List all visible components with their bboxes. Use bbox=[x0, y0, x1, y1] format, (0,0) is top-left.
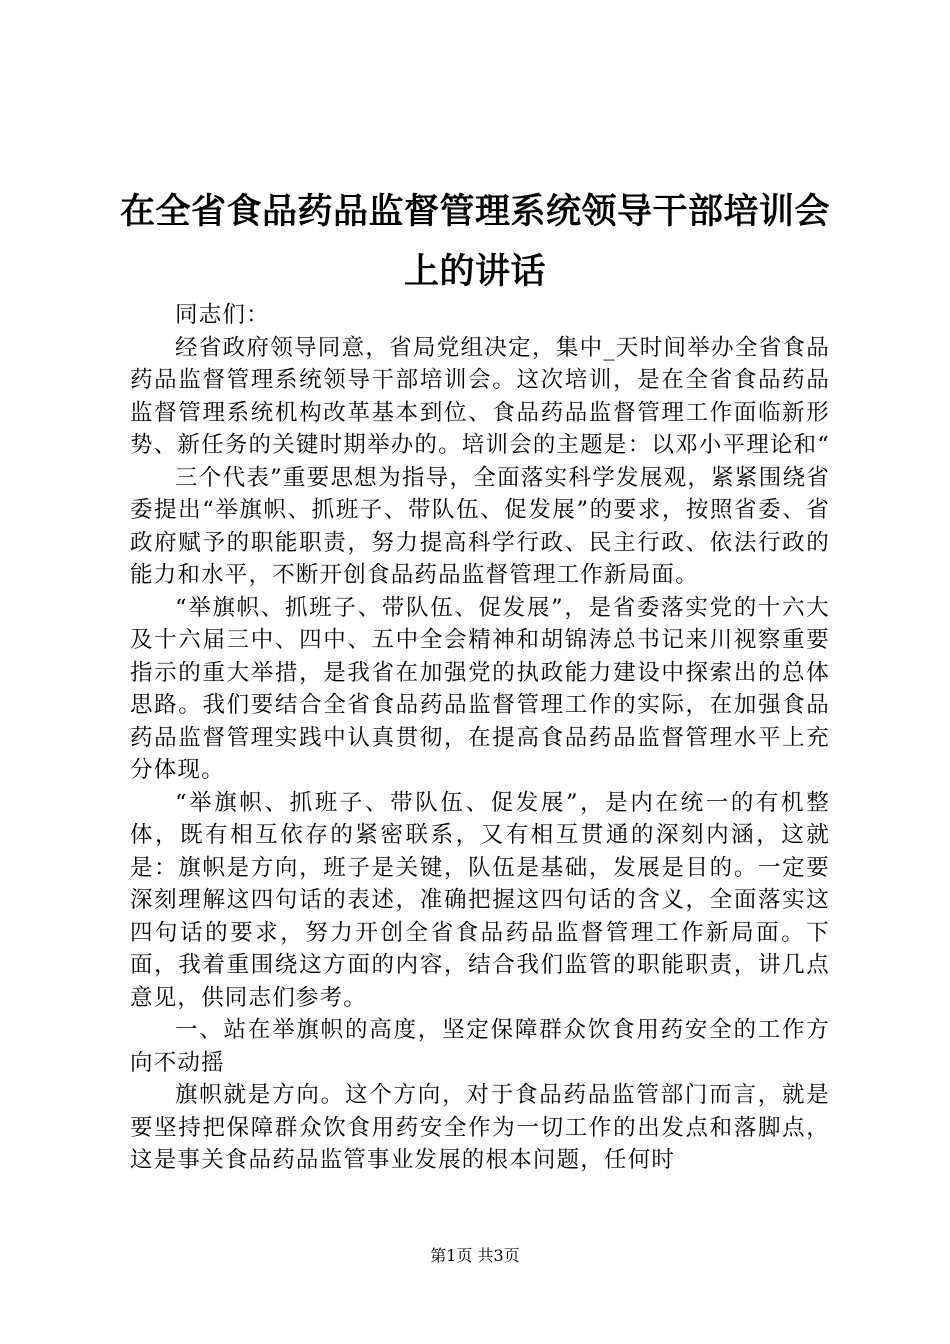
page-footer: 第1页 共3页 bbox=[430, 1246, 520, 1265]
body-paragraph: 旗帜就是方向。这个方向，对于食品药品监管部门而言，就是要坚持把保障群众饮食用药安全作为一切工作的出发点和落脚点，这是事关食品药品监管事业发展的根本问题，任何时 bbox=[130, 1082, 830, 1173]
document-title: 在全省食品药品监督管理系统领导干部培训会上的讲话 bbox=[120, 192, 831, 292]
document-body bbox=[130, 299, 830, 1177]
salutation-paragraph: 同志们： bbox=[175, 302, 270, 328]
body-paragraph: 三个代表”重要思想为指导，全面落实科学发展观，紧紧围绕省委提出“举旗帜、抓班子、带队伍、促发展”的要求，按照省委、省政府赋予的职能职责，努力提高科学行政、民主行政、依法行政的能力和水平，不断开创食品药品监督管理工作新局面。 bbox=[130, 464, 830, 588]
section-heading: 一、站在举旗帜的高度，坚定保障群众饮食用药安全的工作方向不动摇 bbox=[130, 1017, 830, 1076]
body-paragraph: “举旗帜、抓班子、带队伍、促发展”，是省委落实党的十六大及十六届三中、四中、五中全会精神和胡锦涛总书记来川视察重要指示的重大举措，是我省在加强党的执政能力建设中探索出的总体思路。我们要结合全省食品药品监督管理工作的实际，在加强食品药品监督管理实践中认真贯彻，在提高食品药品监督管理水平上充分体现。 bbox=[130, 594, 830, 783]
body-paragraph: 经省政府领导同意，省局党组决定，集中_天时间举办全省食品药品监督管理系统领导干部培训会。这次培训，是在全省食品药品监督管理系统机构改革基本到位、食品药品监督管理工作面临新形势、新任务的关键时期举办的。培训会的主题是：以邓小平理论和“ bbox=[130, 334, 831, 458]
body-paragraph: “举旗帜、抓班子、带队伍、促发展”，是内在统一的有机整体，既有相互依存的紧密联系，又有相互贯通的深刻内涵，这就是：旗帜是方向，班子是关键，队伍是基础，发展是目的。一定要深刻理解这四句话的表述，准确把握这四句话的含义，全面落实这四句话的要求，努力开创全省食品药品监督管理工作新局面。下面，我着重围绕这方面的内容，结合我们监管的职能职责，讲几点意见，供同志们参考。 bbox=[130, 789, 830, 1011]
